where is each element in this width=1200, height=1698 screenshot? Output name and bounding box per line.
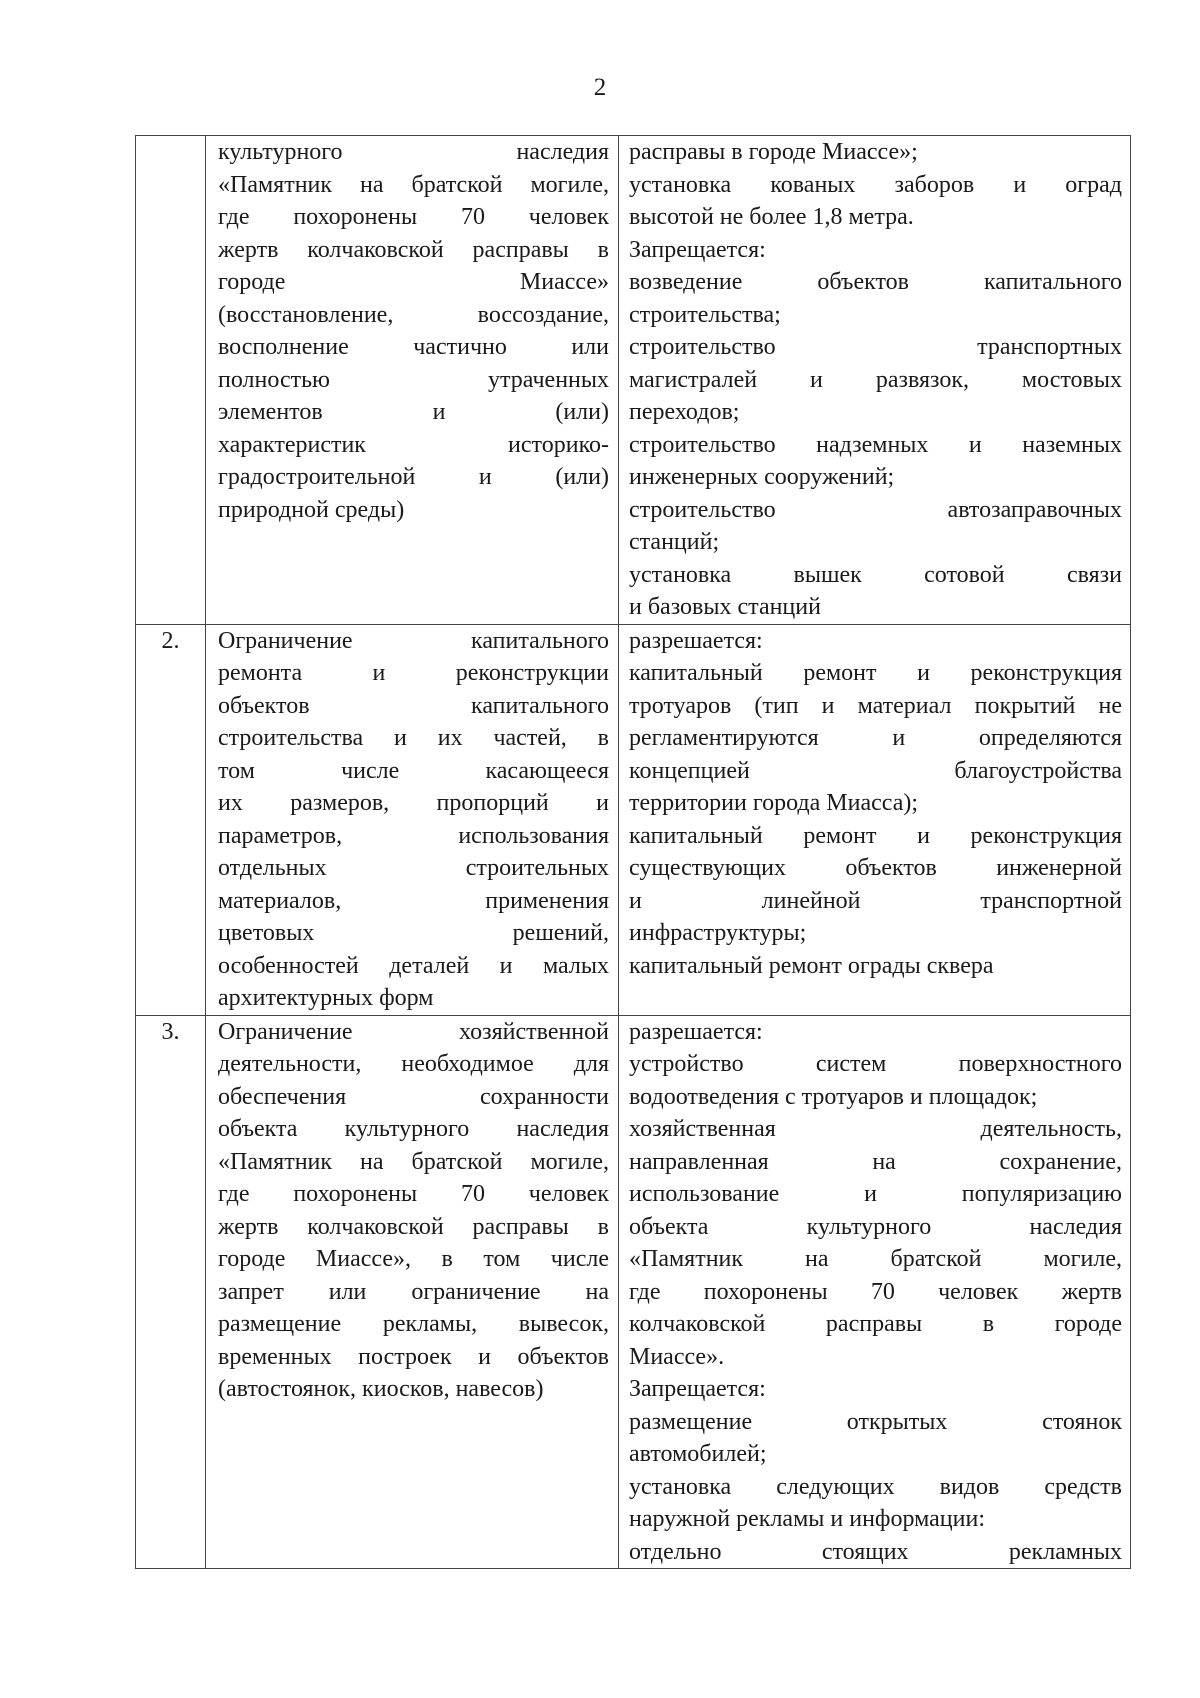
row-number-cell: 3. — [136, 1015, 206, 1569]
text-line: капитальный ремонт ограды сквера — [629, 952, 994, 979]
text-line: материалов, применения — [218, 887, 609, 914]
text-line: строительство транспортных — [629, 334, 1122, 360]
text-line: устройство систем поверхностного — [629, 1051, 1122, 1077]
text-line: их размеров, пропорций и — [218, 790, 609, 816]
text-line: объектов капитального — [218, 692, 609, 719]
permissions-cell — [619, 1015, 1131, 1569]
text-line: Миассе». — [629, 1343, 725, 1370]
text-line: размещение открытых стоянок — [629, 1408, 1122, 1435]
table-row — [136, 1015, 1131, 1569]
text-line: регламентируются и определяются — [629, 725, 1122, 751]
permissions-cell — [619, 624, 1131, 1015]
text-line: размещение рекламы, вывесок, — [218, 1311, 609, 1337]
regulation-table — [135, 135, 1131, 1569]
text-line: культурного наследия — [218, 139, 609, 165]
text-line: водоотведения с тротуаров и площадок; — [629, 1083, 1038, 1110]
text-line: инженерных сооружений; — [629, 464, 895, 490]
text-line: особенностей деталей и малых — [218, 952, 609, 979]
text-line: где похоронены 70 человек — [218, 204, 609, 230]
text-line: автомобилей; — [629, 1441, 767, 1467]
text-line: строительство надземных и наземных — [629, 431, 1122, 458]
text-line: временных построек и объектов — [218, 1343, 609, 1370]
text-line: существующих объектов инженерной — [629, 855, 1122, 881]
text-line: полностью утраченных — [218, 366, 609, 393]
text-line: возведение объектов капитального — [629, 269, 1122, 295]
restriction-cell — [206, 624, 619, 1015]
restriction-cell — [206, 1015, 619, 1569]
text-line: установка следующих видов средств — [629, 1473, 1122, 1500]
text-line: отдельных строительных — [218, 855, 609, 881]
text-line: высотой не более 1,8 метра. — [629, 204, 914, 230]
text-line: и базовых станций — [629, 594, 821, 620]
text-line: где похоронены 70 человек — [218, 1181, 609, 1207]
text-line: Запрещается: — [629, 236, 766, 263]
text-line: концепцией благоустройства — [629, 757, 1122, 784]
table-row — [136, 136, 1131, 625]
permissions-cell — [619, 136, 1131, 625]
text-line: где похоронены 70 человек жертв — [629, 1278, 1122, 1305]
text-line: элементов и (или) — [218, 399, 609, 425]
text-line: отдельно стоящих рекламных — [629, 1538, 1122, 1565]
text-line: направленная на сохранение, — [629, 1148, 1122, 1175]
text-line: наружной рекламы и информации: — [629, 1506, 985, 1532]
text-line: инфраструктуры; — [629, 920, 807, 946]
text-line: переходов; — [629, 399, 740, 425]
text-line: восполнение частично или — [218, 334, 609, 360]
text-line: территории города Миасса); — [629, 790, 919, 816]
text-line: строительства и их частей, в — [218, 725, 609, 751]
text-line: разрешается: — [629, 1018, 763, 1045]
text-line: колчаковской расправы в городе — [629, 1311, 1122, 1337]
text-line: цветовых решений, — [218, 920, 609, 946]
text-line: объекта культурного наследия — [218, 1116, 609, 1142]
text-line: строительство автозаправочных — [629, 496, 1122, 523]
text-line: установка кованых заборов и оград — [629, 171, 1122, 198]
text-line: капитальный ремонт и реконструкция — [629, 660, 1122, 686]
text-line: том числе касающееся — [218, 757, 609, 784]
text-line: природной среды) — [218, 496, 405, 523]
text-line: Запрещается: — [629, 1376, 766, 1402]
text-line: характеристик историко- — [218, 431, 609, 458]
text-line: деятельности, необходимое для — [218, 1051, 609, 1077]
text-line: Ограничение хозяйственной — [218, 1018, 609, 1045]
row-number-cell — [136, 136, 206, 625]
text-line: обеспечения сохранности — [218, 1083, 609, 1110]
text-line: (автостоянок, киосков, навесов) — [218, 1376, 544, 1402]
text-line: разрешается: — [629, 627, 763, 654]
text-line: ремонта и реконструкции — [218, 660, 609, 686]
text-line: городе Миассе», в том числе — [218, 1246, 609, 1272]
text-line: параметров, использования — [218, 822, 609, 849]
text-line: хозяйственная деятельность, — [629, 1116, 1122, 1142]
text-line: строительства; — [629, 301, 781, 328]
text-line: «Памятник на братской могиле, — [629, 1246, 1122, 1272]
text-line: станций; — [629, 529, 720, 555]
restriction-cell — [206, 136, 619, 625]
text-line: жертв колчаковской расправы в — [218, 236, 609, 263]
text-line: магистралей и развязок, мостовых — [629, 366, 1122, 393]
text-line: «Памятник на братской могиле, — [218, 171, 609, 198]
text-line: градостроительной и (или) — [218, 464, 609, 490]
text-line: запрет или ограничение на — [218, 1278, 609, 1305]
page-number: 2 — [593, 74, 607, 101]
text-line: установка вышек сотовой связи — [629, 561, 1122, 588]
text-line: использование и популяризацию — [629, 1181, 1122, 1207]
text-line: жертв колчаковской расправы в — [218, 1213, 609, 1240]
row-number-cell: 2. — [136, 624, 206, 1015]
text-line: городе Миассе» — [218, 269, 609, 295]
text-line: тротуаров (тип и материал покрытий не — [629, 692, 1122, 719]
text-line: и линейной транспортной — [629, 887, 1122, 914]
text-line: Ограничение капитального — [218, 627, 609, 654]
text-line: (восстановление, воссоздание, — [218, 301, 609, 328]
text-line: расправы в городе Миассе»; — [629, 139, 918, 165]
table-row — [136, 624, 1131, 1015]
text-line: объекта культурного наследия — [629, 1213, 1122, 1240]
text-line: архитектурных форм — [218, 985, 434, 1011]
text-line: капитальный ремонт и реконструкция — [629, 822, 1122, 849]
text-line: «Памятник на братской могиле, — [218, 1148, 609, 1175]
